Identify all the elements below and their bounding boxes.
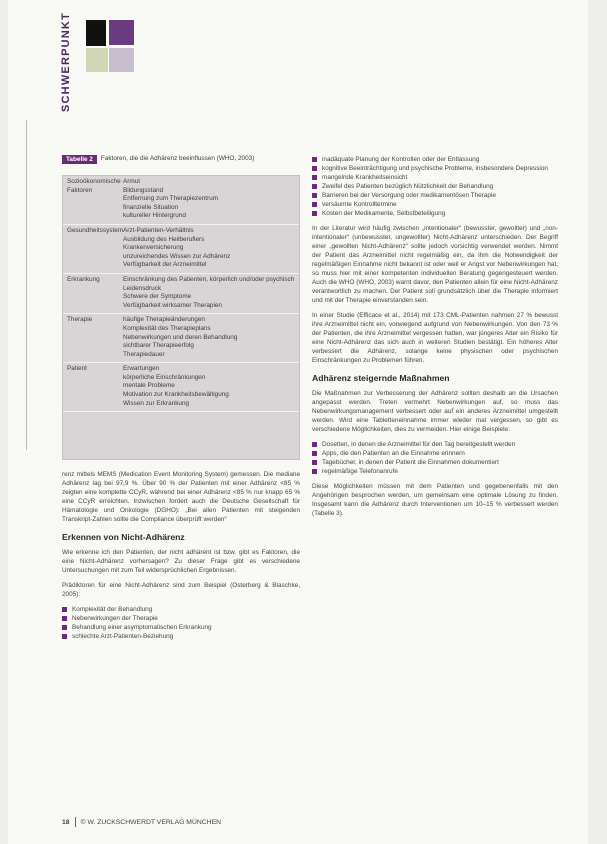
table-item: finanzielle Situation bbox=[123, 203, 179, 211]
table-item: kultureller Hintergrund bbox=[123, 212, 186, 220]
factors-table bbox=[62, 175, 300, 460]
list-item: inadäquate Planung der Kontrollen oder der Entlassung bbox=[312, 155, 558, 164]
table-row bbox=[63, 314, 299, 363]
table-item: Komplexität des Therapieplans bbox=[123, 324, 211, 332]
table-item: Motivation zur Krankheitsbewältigung bbox=[123, 391, 229, 399]
list-item: versäumte Kontrolltermine bbox=[312, 200, 558, 209]
list-item: Komplexität der Behandlung bbox=[62, 605, 300, 614]
table-row bbox=[63, 363, 299, 412]
table-category: Gesundheitssystem bbox=[67, 226, 124, 234]
table-item: Entfernung zum Therapiezentrum bbox=[123, 195, 219, 203]
left-column bbox=[62, 470, 300, 641]
list-item: regelmäßige Telefonanrufe bbox=[312, 467, 558, 476]
list-item: Behandlung einer asymptomatischen Erkrankung bbox=[62, 623, 300, 632]
list-item: Nebenwirkungen der Therapie bbox=[62, 614, 300, 623]
page-number: 18 bbox=[62, 818, 70, 826]
right-paragraph-2: In einer Studie (Efficace et al., 2014) mit 173 CML-Patienten nahmen 27 % bewusst ihre Arzneimittel nicht ein, vorwiegend aufgrund von Nebenwirkungen. Von den 73 % der Patienten, die ihre Arzneimittel vergessen hatten, war jüngeres Alter ein Risiko für eine Nicht-Adhärenz das sich auch in weiteren Studien bestätigt. Ein höheres Alter verbessert die Adhärenz, solange keine physischen oder psychischen Einschränkungen zu Problemen führen. bbox=[312, 312, 558, 364]
logo-square-green bbox=[86, 48, 108, 72]
table-item: Leidensdruck bbox=[123, 284, 162, 292]
list-item: Apps, die den Patienten an die Einnahme erinnern bbox=[312, 449, 558, 458]
right-paragraph-3: Die Maßnahmen zur Verbesserung der Adhärenz sollten deshalb an die Ursachen angepasst werden. Treten vermehrt Nebenwirkungen auf, so muss das Nebenwirkungsmanagement verbessert oder auf ein anderes Arzneimittel umgestellt werden. Wird eine Tabletteneinnahme immer wieder mal vergessen, so gibt es verschiedene Möglichkeiten, dies zu vermeiden. Hier einige Beispiele: bbox=[312, 390, 558, 433]
table-item: Einschränkung des Patienten, körperlich und/oder psychisch bbox=[123, 275, 295, 283]
table-row bbox=[63, 274, 299, 314]
section-label: SCHWERPUNKT bbox=[60, 12, 72, 112]
table-caption: Faktoren, die die Adhärenz beeinflussen (WHO, 2003) bbox=[100, 155, 255, 162]
table-category: Patient bbox=[67, 365, 87, 373]
table-header bbox=[62, 155, 300, 173]
table-items bbox=[123, 227, 295, 270]
list-item: Barrieren bei der Versorgung oder medikamentösen Therapie bbox=[312, 191, 558, 200]
right-paragraph-1: In der Literatur wird häufig zwischen „intentionaler“ (bewusster, gewollter) und „non-intentionaler“ (unbewusster, ungewollter) Nicht-Adhärenz unterschieden. Der Begriff einer „gewollten Nicht-Adhärenz“ sollte jedoch vorsichtig verwendet werden. Nimmt der Patient das Arzneimittel nicht regelmäßig ein, da ihm die Notwendigkeit der regelmäßigen Einnahme nicht bekannt ist oder weil er Angst vor Nebenwirkungen hat, so muss hier mit einer kompetenten individuellen Beratung gegengesteuert werden. Auch die WHO (WHO, 2003) warnt davor, den Patienten allein für eine Nicht-Adhärenz verantwortlich zu machen. Der Patient soll grundsätzlich über die Therapie informiert und mit der Therapie einverstanden sein. bbox=[312, 225, 558, 304]
risk-factor-list bbox=[312, 155, 558, 218]
table-tag: Tabelle 2 bbox=[62, 155, 97, 164]
table-item: Schwere der Symptome bbox=[123, 293, 192, 301]
list-item: Kosten der Medikamente, Selbstbeteiligung bbox=[312, 209, 558, 218]
left-paragraph-1: renz mittels MEMS (Medication Event Monitoring System) gemessen. Die mediane Adhärenz lag bei 97,9 %. Über 90 % der Patienten mit einer Adhärenz <85 % zeigten eine komplette CCyR, während bei einer Adhärenz <85 % nur knapp 65 % eine CCyR erreichten. Inzwischen fordert auch die Deutsche Gesellschaft für Hämatologie und Onkologie (DGHO): „Bei allen Patienten mit steigenden Transkript-Zahlen sollte die Compliance überprüft werden“ bbox=[62, 471, 300, 523]
table-item: Krankenversicherung bbox=[123, 244, 184, 252]
table-item: unzureichendes Wissen zur Adhärenz bbox=[123, 252, 231, 260]
table-item: Ausbildung des Heilberuflers bbox=[123, 235, 205, 243]
table-item: mentale Probleme bbox=[123, 382, 175, 390]
list-item: Tagebücher, in denen der Patient die Einnahmen dokumentiert bbox=[312, 458, 558, 467]
logo-square-lilac bbox=[109, 48, 134, 72]
list-item: Dosetten, in denen die Arzneimittel für den Tag bereitgestellt werden bbox=[312, 440, 558, 449]
table-item: Armut bbox=[123, 178, 141, 185]
table-item: Arzt-Patienten-Verhältnis bbox=[123, 226, 194, 234]
table-item: Verfügbarkeit der Arzneimittel bbox=[123, 261, 207, 269]
list-item: mangelnde Krankheitseinsicht bbox=[312, 173, 558, 182]
page-footer bbox=[62, 817, 221, 827]
right-paragraph-4: Diese Möglichkeiten müssen mit dem Patienten und gegebenenfalls mit den Angehörigen besprochen werden, um gemeinsam eine optimale Lösung zu finden. Insgesamt kann die Adhärenz durch Interventionen um 10–15 % verbessert werden (Tabelle 3). bbox=[312, 483, 558, 517]
table-items bbox=[123, 178, 295, 221]
measures-list bbox=[312, 440, 558, 476]
table-item: Erwartungen bbox=[123, 365, 160, 373]
table-item: Wissen zur Erkrankung bbox=[123, 399, 190, 407]
table-items bbox=[123, 365, 295, 408]
table-item: sichtbarer Therapieerfolg bbox=[123, 342, 194, 350]
table-item: Nebenwirkungen und deren Behandlung bbox=[123, 333, 238, 341]
heading-adherence-measures: Adhärenz steigernde Maßnahmen bbox=[312, 373, 450, 383]
table-category: Erkrankung bbox=[67, 275, 100, 283]
logo-square-black bbox=[86, 20, 106, 46]
table-row bbox=[63, 176, 299, 225]
table-item: häufige Therapieänderungen bbox=[123, 316, 205, 324]
table-items bbox=[123, 316, 295, 359]
table-item: Bildungsstand bbox=[123, 186, 164, 194]
footer-divider bbox=[75, 817, 76, 827]
left-paragraph-3: Prädiktoren für eine Nicht-Adhärenz sind zum Beispiel (Osterberg & Blaschke, 2005): bbox=[62, 582, 300, 598]
left-paragraph-2: Wie erkenne ich den Patienten, der nicht adhärent ist bzw. gibt es Faktoren, die eine Nicht-Adhärenz vorhersagen? Zu dieser Frage gibt es verschiedene Untersuchungen mit zum Teil widersprüchlichen Ergebnissen. bbox=[62, 549, 300, 574]
logo-square-purple bbox=[109, 20, 134, 45]
right-column bbox=[312, 155, 558, 524]
table-item: Therapiedauer bbox=[123, 350, 165, 358]
table-items bbox=[123, 276, 295, 310]
table-item: körperliche Einschränkungen bbox=[123, 373, 206, 381]
table-category: Therapie bbox=[67, 316, 93, 324]
table-row bbox=[63, 225, 299, 274]
predictor-list bbox=[62, 605, 300, 641]
table-category: Sozioökonomische Faktoren bbox=[67, 178, 121, 194]
publisher-line: © W. ZUCKSCHWERDT VERLAG MÜNCHEN bbox=[80, 818, 222, 826]
list-item: Zweifel des Patienten bezüglich Nützlichkeit der Behandlung bbox=[312, 182, 558, 191]
list-item: kognitive Beeinträchtigung und psychische Probleme, insbesondere Depression bbox=[312, 164, 558, 173]
heading-recognizing-nonadherence: Erkennen von Nicht-Adhärenz bbox=[62, 532, 185, 542]
margin-rule bbox=[26, 120, 27, 450]
table-item: Verfügbarkeit wirksamer Therapien bbox=[123, 301, 222, 309]
list-item: schlechte Arzt-Patienten-Beziehung bbox=[62, 632, 300, 641]
